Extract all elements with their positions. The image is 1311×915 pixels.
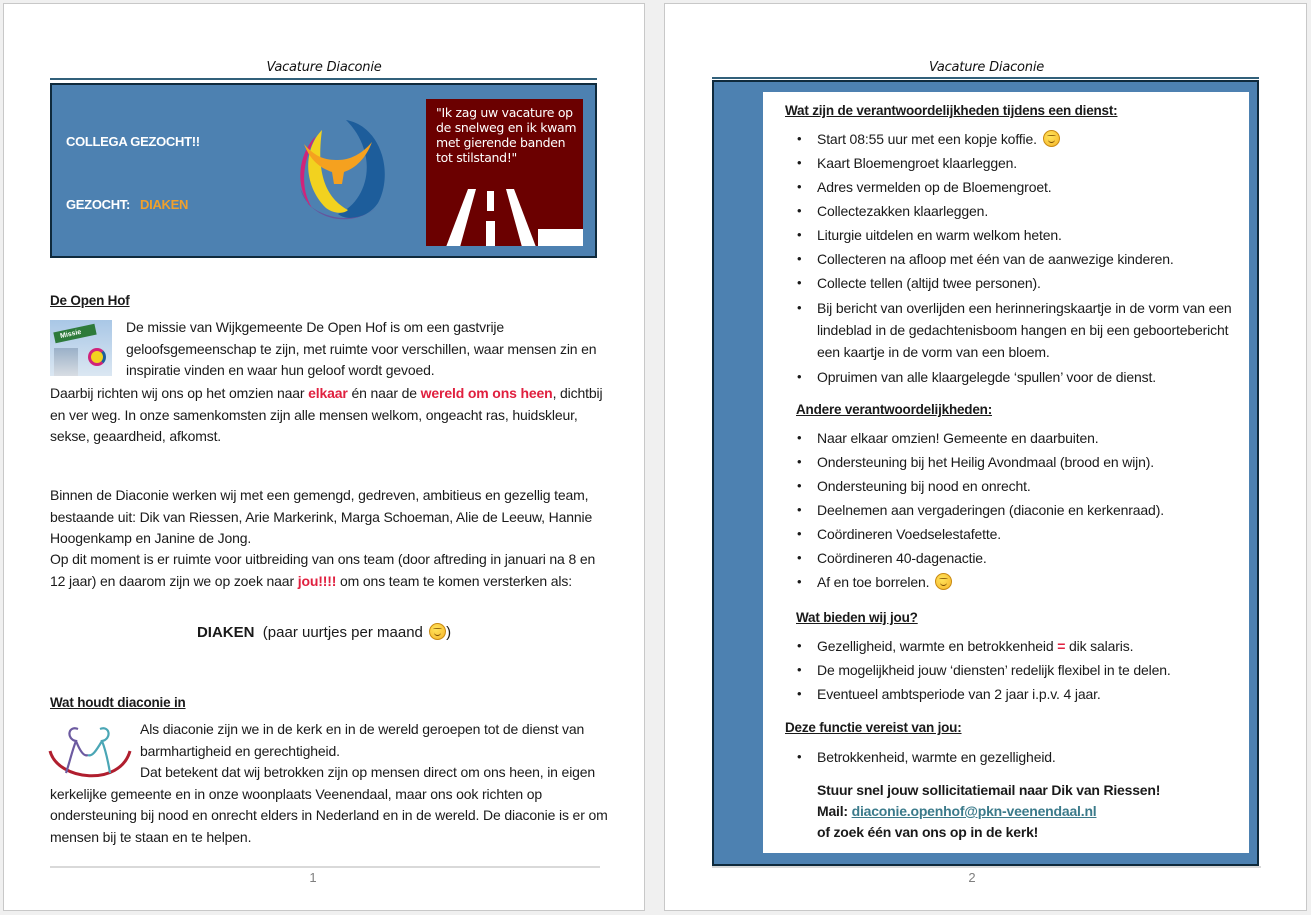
list-item [785, 546, 1245, 570]
list-item-text: Collectezakken klaarleggen. [817, 203, 989, 219]
list-item-text: Liturgie uitdelen en warm welkom heten. [817, 227, 1062, 243]
list-item [785, 522, 1245, 546]
list-item [785, 474, 1245, 498]
text: Op dit moment is er ruimte voor uitbreiding van ons team (door aftreding in januari na 8 en 12 jaar) en daarom zijn we op zoek naar [50, 551, 596, 589]
offer-list [785, 634, 1245, 706]
list-item-text: Betrokkenheid, warmte en gezelligheid. [817, 749, 1056, 765]
page-header-title: Vacature Diaconie [928, 60, 1045, 75]
list-item-text: Af en toe borrelen. [817, 574, 930, 590]
mail-label: Mail: [817, 803, 852, 819]
smiley-icon [935, 573, 952, 590]
list-item [785, 634, 1245, 658]
list-item [785, 247, 1245, 271]
role-line [4, 623, 644, 641]
smiley-icon [1043, 130, 1060, 147]
text: , dichtbij en ver weg. In onze samenkomsten zijn alle mensen welkom, ongeacht ras, huidskleur, sekse, geaardheid, afkomst. [50, 385, 603, 444]
list-item [785, 297, 1245, 363]
mini-logo-icon [88, 348, 106, 366]
list-item [785, 271, 1245, 295]
list-item-text: Naar elkaar omzien! Gemeente en daarbuiten. [817, 430, 1099, 446]
list-item [785, 745, 1245, 769]
list-item [785, 682, 1245, 706]
diaconie-intro: Als diaconie zijn we in de kerk en in de wereld geroepen tot de dienst van barmhartigheid en gerechtigheid. [140, 721, 585, 759]
text: én naar de [347, 385, 421, 401]
list-item-text: Gezelligheid, warmte en betrokkenheid [817, 638, 1058, 654]
mail-link[interactable]: diaconie.openhof@pkn-veenendaal.nl [851, 803, 1097, 819]
list-item [785, 450, 1245, 474]
header-divider [50, 78, 597, 80]
open-hof-paragraph [50, 383, 610, 448]
page-number: 2 [968, 870, 976, 885]
list-item-text: Eventueel ambtsperiode van 2 jaar i.p.v. 4 jaar. [817, 686, 1101, 702]
list-item-text: Collecte tellen (altijd twee personen). [817, 275, 1041, 291]
list-item-text: Bij bericht van overlijden een herinneringskaartje in de vorm van een lindeblad in de gedachtenisboom hangen en bij een geboortebericht een kaartje in de vorm van een bloem. [817, 300, 1232, 360]
building-photo [54, 348, 78, 376]
content-frame [712, 80, 1259, 866]
diaconie-paragraph: Dat betekent dat wij betrokken zijn op mensen direct om ons heen, in eigen kerkelijke gemeente en in onze woonplaats Veenendaal, maar ons ook richten op ondersteuning bij nood en onrecht elders in Nederland en in de wereld. De diaconie is er om mensen bij te staan en te helpen. [50, 764, 608, 845]
heading-service-duties: Wat zijn de verantwoordelijkheden tijdens een dienst: [785, 103, 1118, 118]
banner [50, 83, 597, 258]
list-item [785, 151, 1245, 175]
heading-requirements: Deze functie vereist van jou: [785, 720, 962, 735]
missie-signpost-image [50, 320, 112, 376]
document-page-2 [664, 3, 1307, 911]
list-item [785, 199, 1245, 223]
footer-divider [50, 866, 600, 868]
banner-sought-label: GEZOCHT: [66, 197, 131, 212]
list-item-text: Kaart Bloemengroet klaarleggen. [817, 155, 1018, 171]
list-item-text: Deelnemen aan vergaderingen (diaconie en kerkenraad). [817, 502, 1164, 518]
list-item [785, 365, 1245, 389]
role-note: (paar uurtjes per maand [262, 624, 423, 641]
content-panel [763, 92, 1249, 853]
list-item-text: Ondersteuning bij het Heilig Avondmaal (brood en wijn). [817, 454, 1155, 470]
contact-alternative: of zoek één van ons op in de kerk! [817, 824, 1039, 840]
equals-highlight: = [1057, 638, 1066, 654]
page-header-title: Vacature Diaconie [266, 60, 382, 75]
banner-sought-role: DIAKEN [140, 197, 189, 212]
header-divider [712, 77, 1259, 79]
list-item [785, 426, 1245, 450]
contact-block [817, 780, 1160, 843]
highway-road-image [426, 99, 583, 246]
expansion-paragraph [50, 549, 610, 592]
list-item-text: De mogelijkheid jouw ‘diensten’ redelijk flexibel in te delen. [817, 662, 1171, 678]
text: Daarbij richten wij ons op het omzien naar [50, 385, 309, 401]
team-paragraph: Binnen de Diaconie werken wij met een gemengd, gedreven, ambitieus en gezellig team, bestaande uit: Dik van Riessen, Arie Markerink, Marga Schoeman, Alie de Leeuw, Hannie Hoogenkamp en Janine de Jong. [50, 487, 593, 546]
list-item-text: Coördineren Voedselestafette. [817, 526, 1002, 542]
road-quote: "Ik zag uw vacature op de snelweg en ik kwam met gierende banden tot stilstand!" [436, 105, 577, 165]
heading-other-duties: Andere verantwoordelijkheden: [796, 402, 992, 417]
list-item-text: Opruimen van alle klaargelegde ‘spullen’ voor de dienst. [817, 369, 1156, 385]
list-item [785, 127, 1245, 151]
list-item-text: Collecteren na afloop met één van de aanwezige kinderen. [817, 251, 1174, 267]
missie-sign-label: Missie [53, 324, 96, 343]
list-item-text: Ondersteuning bij nood en onrecht. [817, 478, 1031, 494]
heading-offer: Wat bieden wij jou? [796, 610, 918, 625]
list-item-text: Coördineren 40-dagenactie. [817, 550, 987, 566]
text: om ons team te komen versterken als: [336, 572, 572, 589]
list-item-text: dik salaris. [1065, 638, 1134, 654]
smiley-icon [429, 623, 446, 640]
text: ) [446, 624, 452, 641]
footer-divider [712, 866, 1261, 868]
church-dove-logo-icon [286, 118, 390, 228]
list-item [785, 498, 1245, 522]
list-item [785, 658, 1245, 682]
page-number: 1 [309, 870, 317, 885]
banner-headline: COLLEGA GEZOCHT!! [66, 134, 200, 149]
document-page-1 [3, 3, 645, 911]
list-item-text: Adres vermelden op de Bloemengroet. [817, 179, 1052, 195]
list-item-text: Start 08:55 uur met een kopje koffie. [817, 131, 1037, 147]
road-icon [426, 177, 583, 246]
list-item [785, 570, 1245, 594]
section-heading-diaconie: Wat houdt diaconie in [50, 695, 186, 710]
requirements-list [785, 745, 1245, 769]
list-item [785, 175, 1245, 199]
banner-sought [66, 197, 188, 212]
role-title: DIAKEN [196, 624, 255, 641]
list-item [785, 223, 1245, 247]
section-heading-open-hof: De Open Hof [50, 293, 130, 308]
contact-mail-line [817, 801, 1160, 822]
open-hof-intro: De missie van Wijkgemeente De Open Hof is om een gastvrije geloofsgemeenschap te zijn, met ruimte voor verschillen, waar mensen zin en inspiratie vinden en waar hun geloof wordt gevoed. [126, 319, 597, 378]
service-duties-list [785, 127, 1245, 389]
highlight-elkaar: elkaar [308, 385, 348, 401]
contact-call-to-action: Stuur snel jouw sollicitatiemail naar Dik van Riessen! [817, 782, 1161, 798]
highlight-wereld: wereld om ons heen [420, 385, 553, 401]
other-duties-list [785, 426, 1245, 594]
highlight-jou: jou!!!! [297, 572, 337, 589]
